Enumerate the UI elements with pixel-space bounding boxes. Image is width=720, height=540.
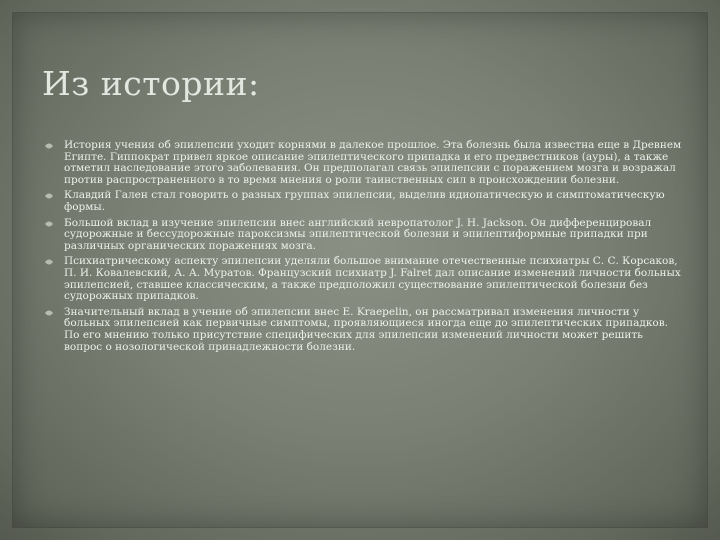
bullet-text: Значительный вклад в учение об эпилепсии внес E. Kraepelin, он рассматривал изменения личности у больных эпилепсией как первичные симптомы, проявляющиеся иногда еще до эпилептических припадков. По его мнению только присутствие специфических для эпилепсии изменений личности может решить вопрос о нозологической принадлежности болезни. bbox=[64, 305, 668, 353]
leaf-bullet-icon bbox=[44, 309, 54, 317]
bullet-item bbox=[44, 307, 684, 353]
bullet-item bbox=[44, 140, 684, 186]
bullet-text: Большой вклад в изучение эпилепсии внес английский невропатолог J. H. Jackson. Он дифференцировал судорожные и бессудорожные пароксизмы эпилептической болезни и эпилептиформные припадки при различных органических поражениях мозга. bbox=[64, 216, 652, 252]
leaf-bullet-icon bbox=[44, 192, 54, 200]
leaf-bullet-icon bbox=[44, 258, 54, 266]
slide-title: Из истории: bbox=[42, 64, 260, 103]
bullet-item bbox=[44, 218, 684, 253]
bullet-list bbox=[44, 140, 684, 357]
leaf-bullet-icon bbox=[44, 142, 54, 150]
bullet-text: История учения об эпилепсии уходит корнями в далекое прошлое. Эта болезнь была известна еще в Древнем Египте. Гиппократ привел яркое описание эпилептического припадка и его предвестников (ауры), а также отметил наследование этого заболевания. Он предполагал связь эпилепсии с поражением мозга и возражал против распространенного в то время мнения о роли таинственных сил в происхождении болезни. bbox=[64, 139, 682, 186]
bullet-text: Психиатрическому аспекту эпилепсии уделяли большое внимание отечественные психиатры С. С. Корсаков, П. И. Ковалевский, А. А. Муратов. Французский психиатр J. Falret дал описание изменений личности больных эпилепсией, ставшее классическим, а также предположил существование эпилептической болезни без судорожных припадков. bbox=[64, 255, 681, 303]
bullet-item bbox=[44, 190, 684, 213]
leaf-bullet-icon bbox=[44, 220, 54, 228]
bullet-item bbox=[44, 256, 684, 302]
bullet-text: Клавдий Гален стал говорить о разных группах эпилепсии, выделив идиопатическую и симптоматическую формы. bbox=[64, 189, 665, 213]
